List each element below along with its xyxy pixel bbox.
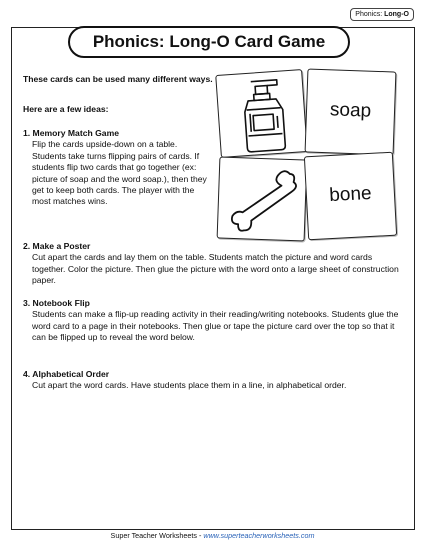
- card-word: soap: [329, 99, 372, 122]
- section-heading: 4. Alphabetical Order: [23, 369, 110, 379]
- topic-badge: [350, 8, 414, 21]
- page-title: Phonics: Long-O Card Game: [68, 26, 350, 58]
- topic-name: Long-O: [384, 11, 409, 18]
- section-heading: 2. Make a Poster: [23, 241, 91, 251]
- section-heading: 1. Memory Match Game: [23, 128, 119, 138]
- section-body: Students can make a flip-up reading activity in their reading/writing notebooks. Students glue the word card to a page in their notebooks. Then glue or tape the picture card over the top so that it can be flipped up to reveal the word below.: [32, 309, 399, 343]
- soap-word-card: [305, 68, 397, 155]
- footer-separator: -: [196, 531, 204, 540]
- soap-picture-card: [215, 69, 308, 158]
- footer: [0, 531, 425, 541]
- footer-site-name: Super Teacher Worksheets: [110, 531, 197, 540]
- section-notebook-flip: [23, 298, 407, 344]
- section-body: Cut apart the cards and lay them on the table. Students match the picture and word cards together. Color the picture. Then glue the picture with the word onto a large sheet of construction paper.: [32, 252, 399, 286]
- topic-subject-label: Phonics:: [355, 11, 383, 18]
- section-heading: 3. Notebook Flip: [23, 298, 90, 308]
- bone-word-card: [304, 152, 397, 241]
- intro-text: These cards can be used many different ways.: [23, 74, 213, 84]
- soap-pump-bottle-icon: [216, 70, 309, 159]
- section-alphabetical-order: [23, 369, 407, 392]
- footer-url-link[interactable]: www.superteacherworksheets.com: [203, 531, 315, 540]
- section-memory-match: [23, 128, 213, 208]
- bone-picture-card: [217, 156, 308, 241]
- bone-icon: [218, 158, 309, 243]
- section-body: Flip the cards upside-down on a table. Students take turns flipping pairs of cards. If students flip two cards that go together (ex: picture of soap and the word soap.), then they get to keep both cards. The player with the most matches wins.: [32, 139, 207, 207]
- section-body: Cut apart the word cards. Have students place them in a line, in alphabetical order.: [32, 380, 347, 391]
- ideas-heading: Here are a few ideas:: [23, 104, 109, 114]
- section-make-poster: [23, 241, 407, 287]
- card-word: bone: [328, 182, 373, 207]
- card-examples: [218, 64, 414, 240]
